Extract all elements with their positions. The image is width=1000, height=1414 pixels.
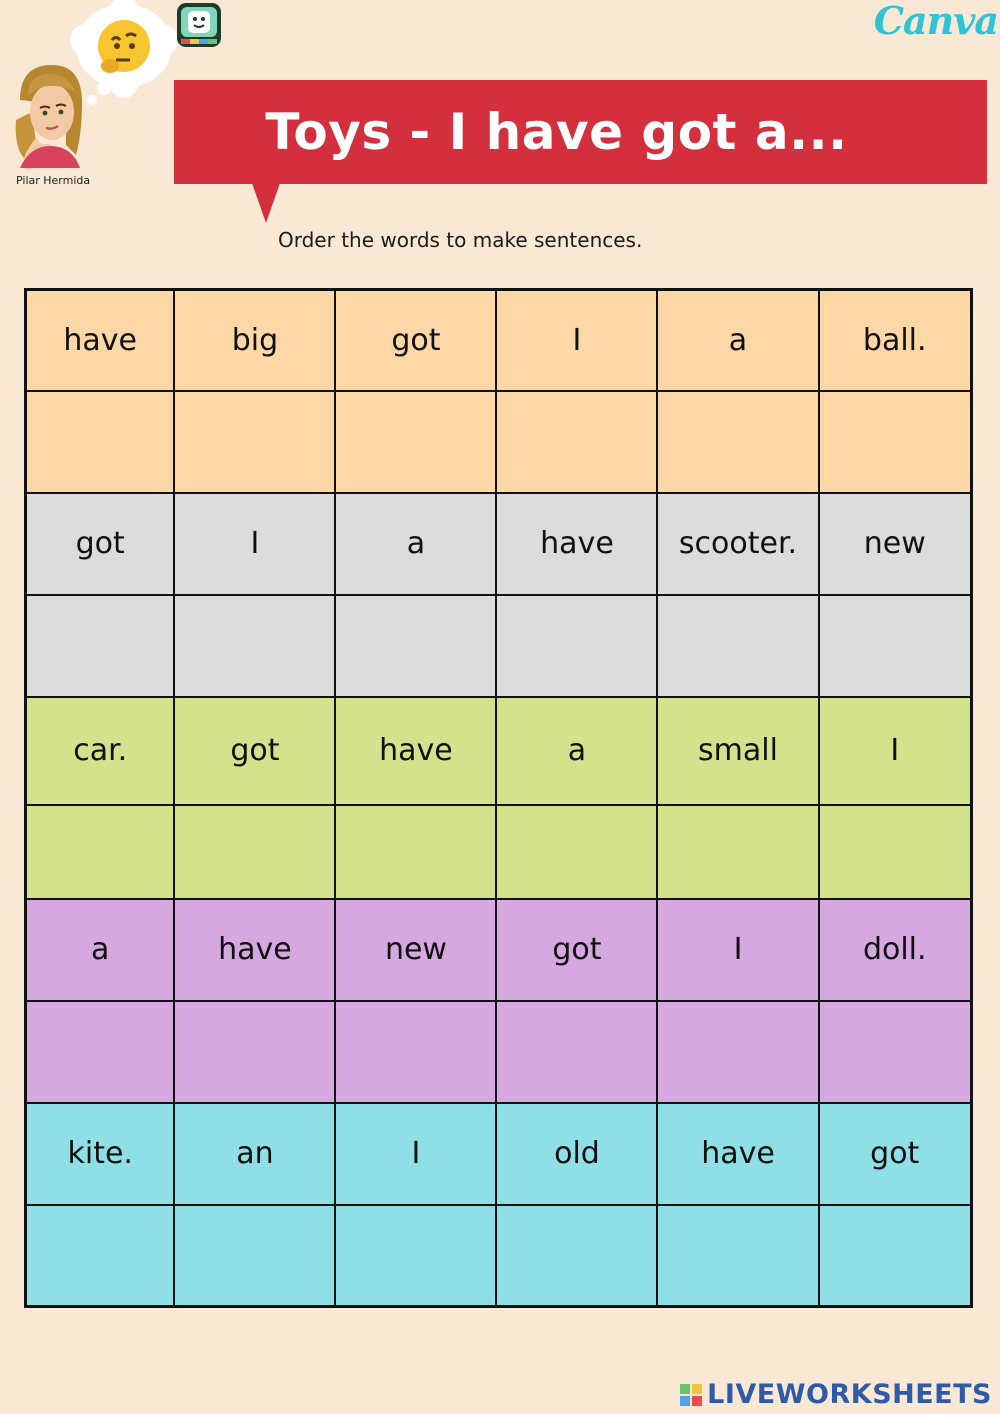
teacher-avatar — [10, 60, 90, 170]
answer-cell[interactable] — [174, 1205, 335, 1307]
answer-cell[interactable] — [26, 595, 175, 697]
answer-cell[interactable] — [496, 805, 657, 899]
word-cell: have — [26, 290, 175, 391]
word-row — [26, 290, 972, 391]
answer-cell[interactable] — [819, 1001, 972, 1103]
word-cell: new — [819, 493, 972, 595]
word-cell: an — [174, 1103, 335, 1205]
answer-cell[interactable] — [657, 805, 818, 899]
answer-cell[interactable] — [26, 805, 175, 899]
answer-cell[interactable] — [496, 391, 657, 493]
word-cell: have — [335, 697, 496, 805]
word-cell: big — [174, 290, 335, 391]
answer-cell[interactable] — [657, 595, 818, 697]
word-cell: got — [819, 1103, 972, 1205]
answer-cell[interactable] — [496, 1001, 657, 1103]
canva-logo: Canva — [873, 0, 998, 43]
answer-cell[interactable] — [819, 805, 972, 899]
word-row — [26, 697, 972, 805]
author-name: Pilar Hermida — [16, 174, 91, 187]
answer-cell[interactable] — [335, 391, 496, 493]
answer-row — [26, 1001, 972, 1103]
word-cell: I — [657, 899, 818, 1001]
answer-cell[interactable] — [174, 595, 335, 697]
answer-cell[interactable] — [174, 1001, 335, 1103]
liveworksheets-logo-icon — [679, 1383, 703, 1407]
answer-cell[interactable] — [26, 391, 175, 493]
word-cell: ball. — [819, 290, 972, 391]
title-banner — [174, 80, 987, 184]
word-cell: old — [496, 1103, 657, 1205]
liveworksheets-watermark — [679, 1379, 992, 1410]
word-cell: kite. — [26, 1103, 175, 1205]
answer-cell[interactable] — [819, 1205, 972, 1307]
word-cell: doll. — [819, 899, 972, 1001]
answer-cell[interactable] — [657, 391, 818, 493]
answer-cell[interactable] — [26, 1205, 175, 1307]
answer-row — [26, 805, 972, 899]
word-row — [26, 1103, 972, 1205]
word-cell: have — [657, 1103, 818, 1205]
answer-cell[interactable] — [335, 595, 496, 697]
word-cell: I — [335, 1103, 496, 1205]
answer-row — [26, 595, 972, 697]
word-cell: a — [657, 290, 818, 391]
word-cell: a — [335, 493, 496, 595]
answer-cell[interactable] — [335, 805, 496, 899]
word-cell: have — [496, 493, 657, 595]
answer-cell[interactable] — [657, 1001, 818, 1103]
word-cell: car. — [26, 697, 175, 805]
answer-cell[interactable] — [496, 1205, 657, 1307]
word-cell: got — [335, 290, 496, 391]
word-cell: got — [174, 697, 335, 805]
answer-cell[interactable] — [335, 1001, 496, 1103]
word-cell: a — [496, 697, 657, 805]
liveworksheets-text: LIVEWORKSHEETS — [707, 1379, 992, 1410]
answer-cell[interactable] — [496, 595, 657, 697]
word-order-table — [24, 288, 973, 1308]
answer-cell[interactable] — [657, 1205, 818, 1307]
word-row — [26, 899, 972, 1001]
word-cell: I — [174, 493, 335, 595]
word-cell: a — [26, 899, 175, 1001]
word-cell: I — [496, 290, 657, 391]
answer-cell[interactable] — [335, 1205, 496, 1307]
word-cell: scooter. — [657, 493, 818, 595]
title-banner-tail — [252, 183, 280, 223]
word-cell: small — [657, 697, 818, 805]
answer-cell[interactable] — [174, 391, 335, 493]
word-cell: got — [26, 493, 175, 595]
answer-cell[interactable] — [819, 595, 972, 697]
answer-cell[interactable] — [26, 1001, 175, 1103]
word-cell: got — [496, 899, 657, 1001]
word-cell: I — [819, 697, 972, 805]
word-cell: new — [335, 899, 496, 1001]
answer-cell[interactable] — [174, 805, 335, 899]
word-cell: have — [174, 899, 335, 1001]
answer-row — [26, 391, 972, 493]
instruction-text: Order the words to make sentences. — [278, 228, 643, 252]
page-title: Toys - I have got a... — [265, 103, 848, 161]
word-row — [26, 493, 972, 595]
answer-row — [26, 1205, 972, 1307]
answer-cell[interactable] — [819, 391, 972, 493]
app-icon — [176, 2, 222, 48]
